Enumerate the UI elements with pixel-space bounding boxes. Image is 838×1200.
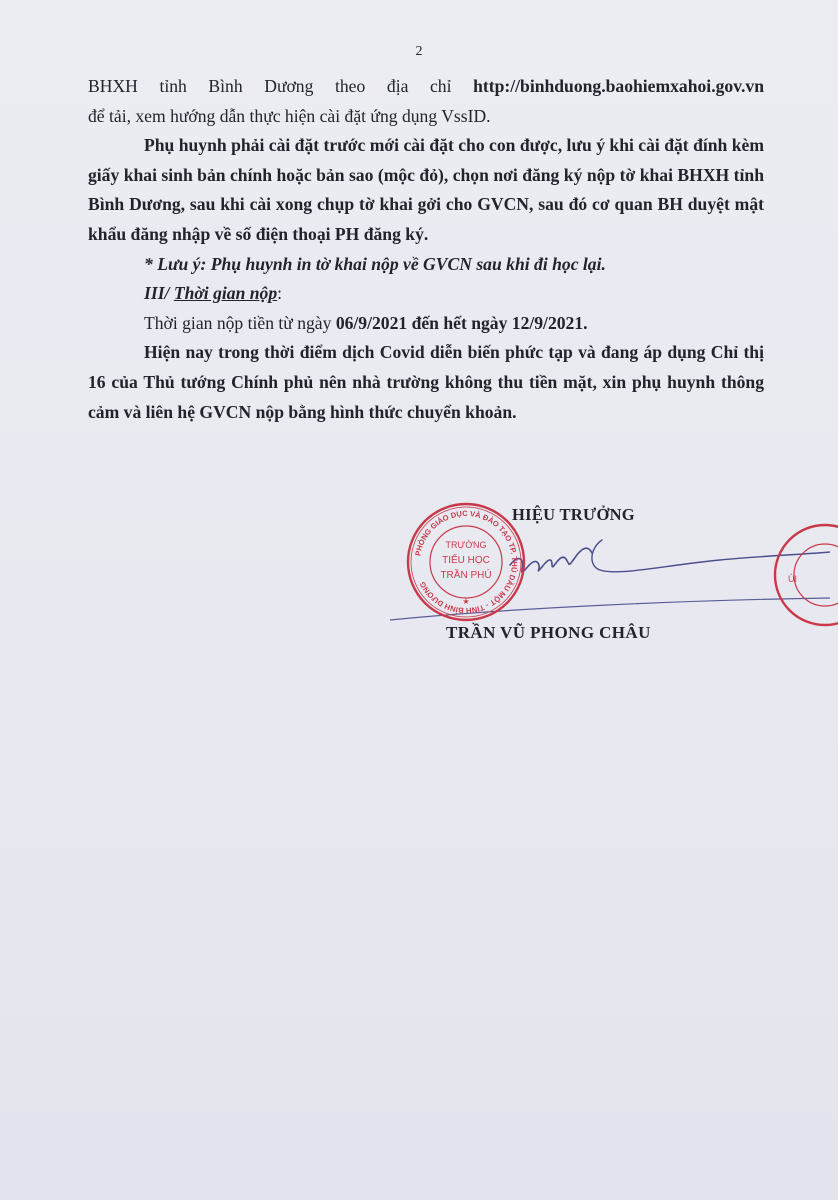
section-number: III/ (144, 283, 174, 304)
signature-title: HIỆU TRƯỞNG (512, 505, 635, 524)
url-line (88, 72, 764, 102)
payment-time-line (88, 309, 764, 339)
school-seal (404, 500, 528, 624)
partial-seal (770, 520, 838, 630)
section-colon: : (277, 283, 283, 304)
seal-star-icon: ★ (462, 597, 470, 606)
url-line-prefix: BHXH tỉnh Bình Dương theo địa chỉ (88, 76, 474, 96)
section-heading (88, 279, 764, 309)
section-title: Thời gian nộp (173, 283, 278, 304)
seal-line-1: TRƯỜNG (445, 540, 487, 550)
note-line: * Lưu ý: Phụ huynh in tờ khai nộp về GVCN sau khi đi học lại. (144, 253, 606, 274)
install-instructions-paragraph: Phụ huynh phải cài đặt trước mới cài đặt cho con được, lưu ý khi cài đặt đính kèm giấy khai sinh bản chính hoặc bản sao (mộc đỏ), chọn nơi đăng ký nộp tờ khai BHXH tỉnh Bình Dương, sau khi cài xong chụp tờ khai gởi cho GVCN, sau đó cơ quan BH duyệt mật khẩu đăng nhập về số điện thoại PH đăng ký. (88, 135, 764, 244)
principal-name: TRẦN VŨ PHONG CHÂU (446, 623, 651, 642)
payment-time-prefix: Thời gian nộp tiền từ ngày (144, 312, 336, 333)
payment-date-range: 06/9/2021 đến hết ngày 12/9/2021. (335, 312, 588, 333)
covid-paragraph: Hiện nay trong thời điểm dịch Covid diễn biến phức tạp và đang áp dụng Chỉ thị 16 của Thủ tướng Chính phủ nên nhà trường không thu tiền mặt, xin phụ huynh thông cảm và liên hệ GVCN nộp bằng hình thức chuyển khoản. (88, 342, 764, 422)
document-body (88, 72, 764, 427)
seal-line-2: TIỂU HỌC (442, 555, 490, 566)
bhxh-url: http://binhduong.baohiemxahoi.gov.vn (473, 76, 764, 96)
partial-seal-fragment: ÚI (788, 574, 797, 584)
seal-ring-text: PHÒNG GIÁO DỤC VÀ ĐÀO TẠO TP. THỦ DẦU MỘT - TỈNH BÌNH DƯƠNG (413, 508, 520, 616)
seal-line-3: TRẦN PHÚ (440, 570, 492, 581)
handwritten-signature (390, 520, 830, 630)
download-guide-line: để tải, xem hướng dẫn thực hiện cài đặt ứng dụng VssID. (88, 105, 491, 126)
page-number: 2 (415, 44, 423, 59)
